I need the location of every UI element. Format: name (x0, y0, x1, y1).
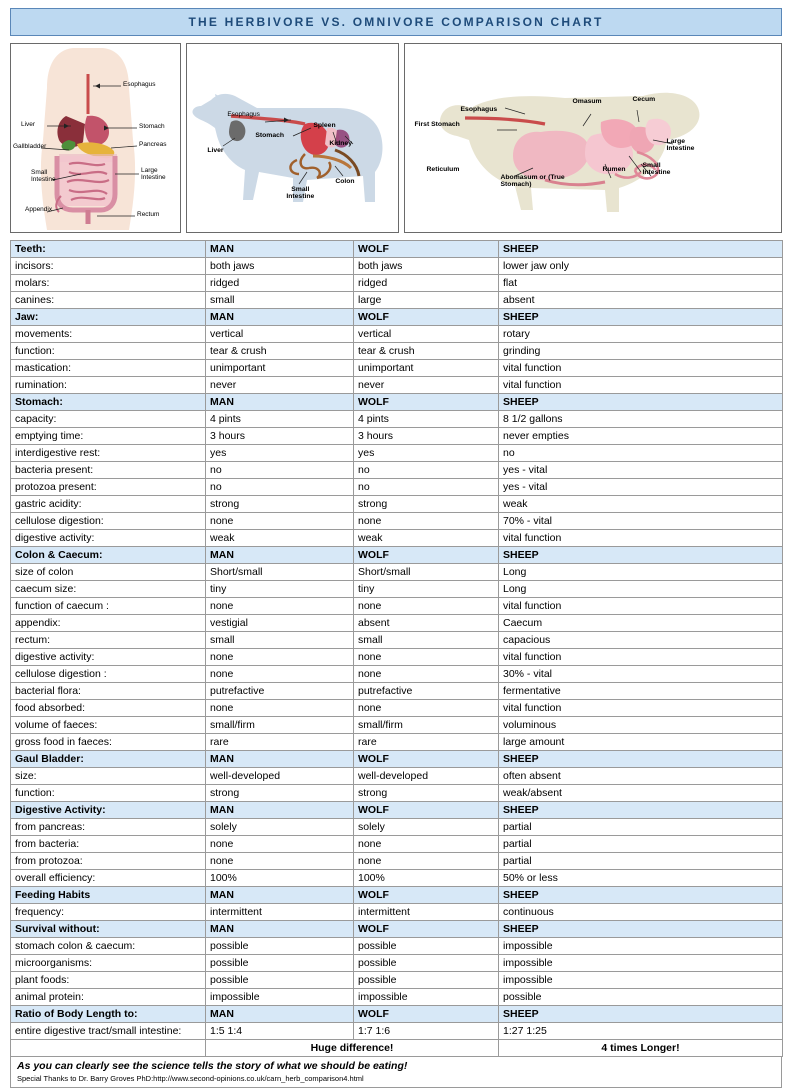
row-sheep: continuous (499, 904, 783, 921)
table-row (11, 343, 783, 360)
row-wolf: both jaws (354, 258, 499, 275)
section-col-man: MAN (206, 309, 354, 326)
label-stomach: Stomach (139, 123, 165, 130)
section-col-sheep: SHEEP (499, 241, 783, 258)
row-label: bacteria present: (11, 462, 206, 479)
row-man: none (206, 700, 354, 717)
row-label: animal protein: (11, 989, 206, 1006)
row-sheep: 30% - vital (499, 666, 783, 683)
row-label: stomach colon & caecum: (11, 938, 206, 955)
row-label: function: (11, 343, 206, 360)
table-row (11, 564, 783, 581)
section-label: Stomach: (11, 394, 206, 411)
row-sheep: Caecum (499, 615, 783, 632)
table-row (11, 666, 783, 683)
row-label: cellulose digestion : (11, 666, 206, 683)
row-man: putrefactive (206, 683, 354, 700)
row-sheep: partial (499, 853, 783, 870)
section-col-sheep: SHEEP (499, 309, 783, 326)
row-label: from pancreas: (11, 819, 206, 836)
row-wolf: well-developed (354, 768, 499, 785)
human-diagram-art (11, 44, 181, 232)
table-row (11, 530, 783, 547)
row-wolf: none (354, 666, 499, 683)
section-header-colon-caecum (11, 547, 783, 564)
row-wolf: none (354, 853, 499, 870)
row-wolf: possible (354, 955, 499, 972)
row-sheep: impossible (499, 955, 783, 972)
row-man: vertical (206, 326, 354, 343)
sheep-digestive-diagram (404, 43, 783, 233)
row-sheep: yes - vital (499, 479, 783, 496)
row-man: 100% (206, 870, 354, 887)
row-wolf: none (354, 700, 499, 717)
row-label: entire digestive tract/small intestine: (11, 1023, 206, 1040)
row-sheep: lower jaw only (499, 258, 783, 275)
row-wolf: yes (354, 445, 499, 462)
table-row (11, 632, 783, 649)
row-sheep: yes - vital (499, 462, 783, 479)
row-wolf: vertical (354, 326, 499, 343)
row-wolf: 100% (354, 870, 499, 887)
section-label: Teeth: (11, 241, 206, 258)
row-label: microorganisms: (11, 955, 206, 972)
row-label: canines: (11, 292, 206, 309)
label-colon: Colon (335, 178, 355, 185)
row-sheep: weak (499, 496, 783, 513)
table-row (11, 785, 783, 802)
table-row (11, 275, 783, 292)
section-col-wolf: WOLF (354, 921, 499, 938)
table-row (11, 615, 783, 632)
row-sheep: vital function (499, 360, 783, 377)
row-man: never (206, 377, 354, 394)
row-sheep: capacious (499, 632, 783, 649)
row-wolf: strong (354, 496, 499, 513)
row-wolf: large (354, 292, 499, 309)
section-col-sheep: SHEEP (499, 1006, 783, 1023)
table-row (11, 479, 783, 496)
label-small-intestine: Small Intestine (31, 169, 56, 183)
summary-blank (11, 1040, 206, 1057)
row-sheep: 50% or less (499, 870, 783, 887)
row-sheep: vital function (499, 530, 783, 547)
comparison-table-body (11, 241, 783, 1057)
section-header-stomach (11, 394, 783, 411)
row-wolf: unimportant (354, 360, 499, 377)
row-sheep: vital function (499, 598, 783, 615)
row-label: bacterial flora: (11, 683, 206, 700)
row-label: plant foods: (11, 972, 206, 989)
row-man: no (206, 462, 354, 479)
wolf-diagram-art (187, 44, 398, 232)
section-label: Digestive Activity: (11, 802, 206, 819)
row-wolf: intermittent (354, 904, 499, 921)
row-man: impossible (206, 989, 354, 1006)
label-first-stomach: First Stomach (414, 121, 460, 128)
row-label: function: (11, 785, 206, 802)
row-man: none (206, 853, 354, 870)
section-label: Colon & Caecum: (11, 547, 206, 564)
row-label: cellulose digestion: (11, 513, 206, 530)
row-label: frequency: (11, 904, 206, 921)
row-wolf: no (354, 479, 499, 496)
row-wolf: solely (354, 819, 499, 836)
section-col-man: MAN (206, 394, 354, 411)
section-col-wolf: WOLF (354, 394, 499, 411)
table-row (11, 938, 783, 955)
table-row (11, 870, 783, 887)
section-col-man: MAN (206, 1006, 354, 1023)
label-stomach: Stomach (255, 132, 285, 139)
row-wolf: impossible (354, 989, 499, 1006)
row-label: from protozoa: (11, 853, 206, 870)
row-label: food absorbed: (11, 700, 206, 717)
row-wolf: rare (354, 734, 499, 751)
row-sheep: flat (499, 275, 783, 292)
row-wolf: absent (354, 615, 499, 632)
section-header-survival-without (11, 921, 783, 938)
table-row (11, 836, 783, 853)
section-col-wolf: WOLF (354, 802, 499, 819)
section-col-sheep: SHEEP (499, 802, 783, 819)
section-label: Ratio of Body Length to: (11, 1006, 206, 1023)
row-label: from bacteria: (11, 836, 206, 853)
table-row (11, 1023, 783, 1040)
row-wolf: none (354, 649, 499, 666)
table-row (11, 649, 783, 666)
label-abomasum: Abomasum or (True Stomach) (500, 174, 565, 189)
row-label: appendix: (11, 615, 206, 632)
row-man: weak (206, 530, 354, 547)
row-sheep: large amount (499, 734, 783, 751)
row-man: Short/small (206, 564, 354, 581)
label-large-intestine: Large Intestine (666, 138, 695, 153)
row-man: none (206, 666, 354, 683)
row-man: 1:5 1:4 (206, 1023, 354, 1040)
row-wolf: none (354, 836, 499, 853)
row-label: movements: (11, 326, 206, 343)
row-label: emptying time: (11, 428, 206, 445)
table-row (11, 955, 783, 972)
table-row (11, 513, 783, 530)
section-header-teeth (11, 241, 783, 258)
row-man: none (206, 836, 354, 853)
row-man: none (206, 513, 354, 530)
row-man: rare (206, 734, 354, 751)
table-row (11, 972, 783, 989)
row-wolf: putrefactive (354, 683, 499, 700)
row-man: possible (206, 938, 354, 955)
row-sheep: grinding (499, 343, 783, 360)
label-omasum: Omasum (572, 98, 602, 105)
section-header-digestive-activity (11, 802, 783, 819)
section-label: Survival without: (11, 921, 206, 938)
label-liver: Liver (21, 121, 36, 128)
section-col-wolf: WOLF (354, 751, 499, 768)
table-row (11, 360, 783, 377)
table-row (11, 734, 783, 751)
row-man: tiny (206, 581, 354, 598)
section-col-wolf: WOLF (354, 887, 499, 904)
row-label: digestive activity: (11, 649, 206, 666)
table-row (11, 683, 783, 700)
row-label: caecum size: (11, 581, 206, 598)
footer-credit: Special Thanks to Dr. Barry Groves PhD:http://www.second-opinions.co.uk/carn_herb_comparison4.html (17, 1074, 364, 1083)
row-wolf: small (354, 632, 499, 649)
label-small-intestine: Small Intestine (642, 162, 671, 177)
section-col-sheep: SHEEP (499, 921, 783, 938)
row-sheep: vital function (499, 377, 783, 394)
diagram-row (10, 43, 782, 233)
page-title-text: THE HERBIVORE VS. OMNIVORE COMPARISON CHART (188, 15, 604, 29)
label-appendix: Appendix (25, 206, 53, 213)
row-man: vestigial (206, 615, 354, 632)
row-sheep: fermentative (499, 683, 783, 700)
table-row (11, 700, 783, 717)
row-man: ridged (206, 275, 354, 292)
table-row (11, 819, 783, 836)
row-sheep: partial (499, 819, 783, 836)
row-man: tear & crush (206, 343, 354, 360)
label-kidney: Kidney (329, 140, 352, 147)
row-man: none (206, 598, 354, 615)
row-sheep: Long (499, 564, 783, 581)
section-col-man: MAN (206, 921, 354, 938)
section-col-man: MAN (206, 751, 354, 768)
row-wolf: 1:7 1:6 (354, 1023, 499, 1040)
row-man: 3 hours (206, 428, 354, 445)
section-col-wolf: WOLF (354, 309, 499, 326)
row-sheep: vital function (499, 649, 783, 666)
row-wolf: strong (354, 785, 499, 802)
row-wolf: tiny (354, 581, 499, 598)
row-wolf: none (354, 513, 499, 530)
table-row (11, 717, 783, 734)
label-gallbladder: Gallbladder (13, 143, 47, 150)
label-spleen: Spleen (313, 122, 336, 129)
table-row (11, 581, 783, 598)
row-man: small (206, 632, 354, 649)
row-label: interdigestive rest: (11, 445, 206, 462)
sheep-diagram-art (405, 44, 783, 232)
label-cecum: Cecum (632, 96, 656, 103)
label-pancreas: Pancreas (139, 141, 167, 148)
table-row (11, 428, 783, 445)
row-label: protozoa present: (11, 479, 206, 496)
row-label: function of caecum : (11, 598, 206, 615)
section-col-man: MAN (206, 241, 354, 258)
table-row (11, 292, 783, 309)
section-header-gaul-bladder (11, 751, 783, 768)
table-row (11, 904, 783, 921)
section-col-wolf: WOLF (354, 1006, 499, 1023)
section-col-sheep: SHEEP (499, 887, 783, 904)
row-man: yes (206, 445, 354, 462)
section-col-man: MAN (206, 547, 354, 564)
row-sheep: impossible (499, 972, 783, 989)
summary-right: 4 times Longer! (499, 1040, 783, 1057)
page-title (10, 8, 782, 36)
row-man: unimportant (206, 360, 354, 377)
row-label: mastication: (11, 360, 206, 377)
row-wolf: 4 pints (354, 411, 499, 428)
label-liver: Liver (207, 147, 224, 154)
section-header-ratio-body-length (11, 1006, 783, 1023)
row-label: rectum: (11, 632, 206, 649)
human-digestive-diagram (10, 43, 181, 233)
row-man: possible (206, 972, 354, 989)
table-row (11, 989, 783, 1006)
row-man: small/firm (206, 717, 354, 734)
row-sheep: 8 1/2 gallons (499, 411, 783, 428)
row-label: molars: (11, 275, 206, 292)
row-label: gastric acidity: (11, 496, 206, 513)
row-wolf: possible (354, 972, 499, 989)
summary-left: Huge difference! (206, 1040, 499, 1057)
row-wolf: possible (354, 938, 499, 955)
label-small-intestine: Small Intestine (286, 186, 315, 201)
section-header-jaw (11, 309, 783, 326)
row-man: small (206, 292, 354, 309)
footer (10, 1057, 782, 1088)
table-row (11, 326, 783, 343)
row-label: capacity: (11, 411, 206, 428)
section-col-wolf: WOLF (354, 547, 499, 564)
label-esophagus: Esophagus (123, 81, 156, 88)
row-label: gross food in faeces: (11, 734, 206, 751)
comparison-table (10, 240, 783, 1057)
section-col-sheep: SHEEP (499, 394, 783, 411)
row-sheep: Long (499, 581, 783, 598)
row-man: strong (206, 785, 354, 802)
row-label: volume of faeces: (11, 717, 206, 734)
row-sheep: 1:27 1:25 (499, 1023, 783, 1040)
label-rumen: Rumen (602, 166, 626, 173)
label-reticulum: Reticulum (426, 166, 460, 173)
row-label: rumination: (11, 377, 206, 394)
section-col-man: MAN (206, 887, 354, 904)
row-wolf: small/firm (354, 717, 499, 734)
row-sheep: never empties (499, 428, 783, 445)
row-wolf: never (354, 377, 499, 394)
row-label: incisors: (11, 258, 206, 275)
row-wolf: ridged (354, 275, 499, 292)
table-row (11, 768, 783, 785)
label-rectum: Rectum (137, 211, 160, 218)
wolf-digestive-diagram (186, 43, 398, 233)
row-label: size: (11, 768, 206, 785)
table-row (11, 598, 783, 615)
row-sheep: vital function (499, 700, 783, 717)
row-man: 4 pints (206, 411, 354, 428)
section-label: Gaul Bladder: (11, 751, 206, 768)
row-man: both jaws (206, 258, 354, 275)
row-sheep: rotary (499, 326, 783, 343)
section-label: Feeding Habits (11, 887, 206, 904)
row-sheep: 70% - vital (499, 513, 783, 530)
row-sheep: impossible (499, 938, 783, 955)
row-sheep: often absent (499, 768, 783, 785)
row-man: well-developed (206, 768, 354, 785)
table-row (11, 445, 783, 462)
row-sheep: weak/absent (499, 785, 783, 802)
row-sheep: possible (499, 989, 783, 1006)
footer-headline: As you can clearly see the science tells the story of what we should be eating! (17, 1060, 408, 1072)
row-man: intermittent (206, 904, 354, 921)
table-row (11, 258, 783, 275)
row-man: none (206, 649, 354, 666)
row-wolf: 3 hours (354, 428, 499, 445)
table-row (11, 462, 783, 479)
row-man: no (206, 479, 354, 496)
row-man: solely (206, 819, 354, 836)
row-label: digestive activity: (11, 530, 206, 547)
summary-row (11, 1040, 783, 1057)
table-row (11, 377, 783, 394)
row-wolf: no (354, 462, 499, 479)
section-label: Jaw: (11, 309, 206, 326)
row-wolf: weak (354, 530, 499, 547)
section-col-sheep: SHEEP (499, 751, 783, 768)
row-man: possible (206, 955, 354, 972)
section-header-feeding-habits (11, 887, 783, 904)
row-sheep: absent (499, 292, 783, 309)
row-man: strong (206, 496, 354, 513)
label-esophagus: Esophagus (460, 106, 498, 113)
row-wolf: none (354, 598, 499, 615)
section-col-wolf: WOLF (354, 241, 499, 258)
row-sheep: no (499, 445, 783, 462)
row-label: overall efficiency: (11, 870, 206, 887)
row-sheep: voluminous (499, 717, 783, 734)
section-col-man: MAN (206, 802, 354, 819)
row-wolf: Short/small (354, 564, 499, 581)
table-row (11, 496, 783, 513)
table-row (11, 853, 783, 870)
row-sheep: partial (499, 836, 783, 853)
label-esophagus: Esophagus (227, 111, 260, 118)
label-large-intestine: Large Intestine (141, 167, 166, 181)
section-col-sheep: SHEEP (499, 547, 783, 564)
table-row (11, 411, 783, 428)
row-label: size of colon (11, 564, 206, 581)
row-wolf: tear & crush (354, 343, 499, 360)
